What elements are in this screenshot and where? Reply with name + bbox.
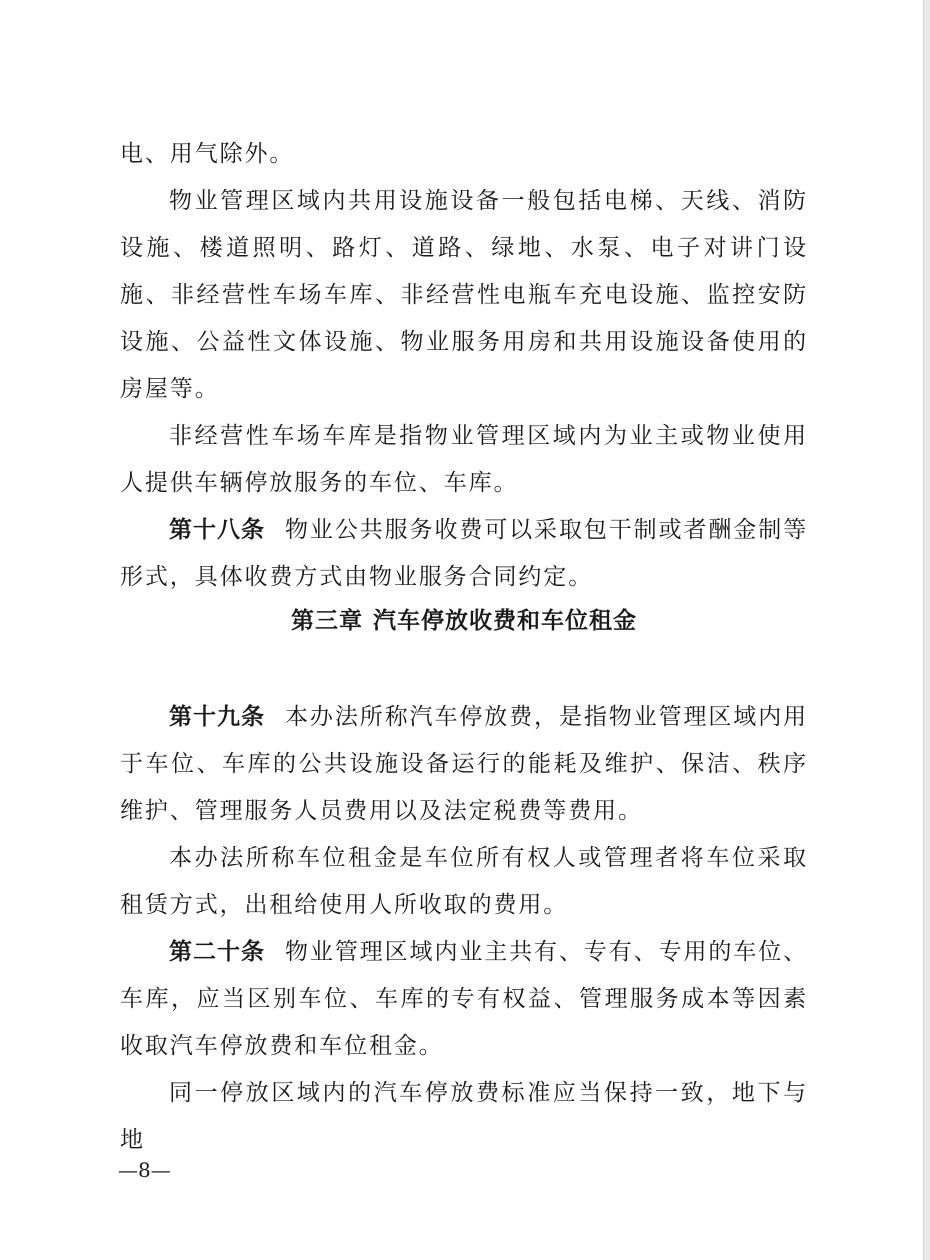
document-section-lower [120, 694, 808, 1164]
article-18-label: 第十八条 [169, 517, 266, 543]
document-section-upper [120, 131, 808, 601]
page-number: —8— [118, 1158, 171, 1182]
article-20-text: 物业管理区域内业主共有、专有、专用的车位、车库，应当区别车位、车库的专有权益、管理服务成本等因素收取汽车停放费和车位租金。 [120, 939, 808, 1059]
paragraph-shared-facilities: 物业管理区域内共用设施设备一般包括电梯、天线、消防设施、楼道照明、路灯、道路、绿地、水泵、电子对讲门设施、非经营性车场车库、非经营性电瓶车充电设施、监控安防设施、公益性文体设施、物业服务用房和共用设施设备使用的房屋等。 [120, 188, 808, 402]
article-19-label: 第十九条 [169, 704, 266, 730]
paragraph-non-commercial-parking: 非经营性车场车库是指物业管理区域内为业主或物业使用人提供车辆停放服务的车位、车库。 [120, 423, 808, 496]
article-18 [120, 507, 808, 601]
chapter-title: 汽车停放收费和车位租金 [373, 608, 637, 634]
chapter-heading [120, 601, 808, 641]
article-19-text: 本办法所称汽车停放费，是指物业管理区域内用于车位、车库的公共设施设备运行的能耗及维护、保洁、秩序维护、管理服务人员费用以及法定税费等费用。 [120, 704, 808, 824]
chapter-number: 第三章 [291, 608, 363, 634]
article-18-text: 物业公共服务收费可以采取包干制或者酬金制等形式，具体收费方式由物业服务合同约定。 [120, 517, 808, 590]
paragraph-continuation: 电、用气除外。 [120, 141, 295, 167]
paragraph-parking-rent: 本办法所称车位租金是车位所有权人或管理者将车位采取租赁方式，出租给使用人所收取的费用。 [120, 845, 808, 918]
article-19 [120, 694, 808, 835]
article-20-label: 第二十条 [169, 939, 266, 965]
article-20 [120, 929, 808, 1070]
paragraph-uniform-fee: 同一停放区域内的汽车停放费标准应当保持一致，地下与地 [120, 1080, 808, 1153]
page-edge [923, 0, 930, 1260]
